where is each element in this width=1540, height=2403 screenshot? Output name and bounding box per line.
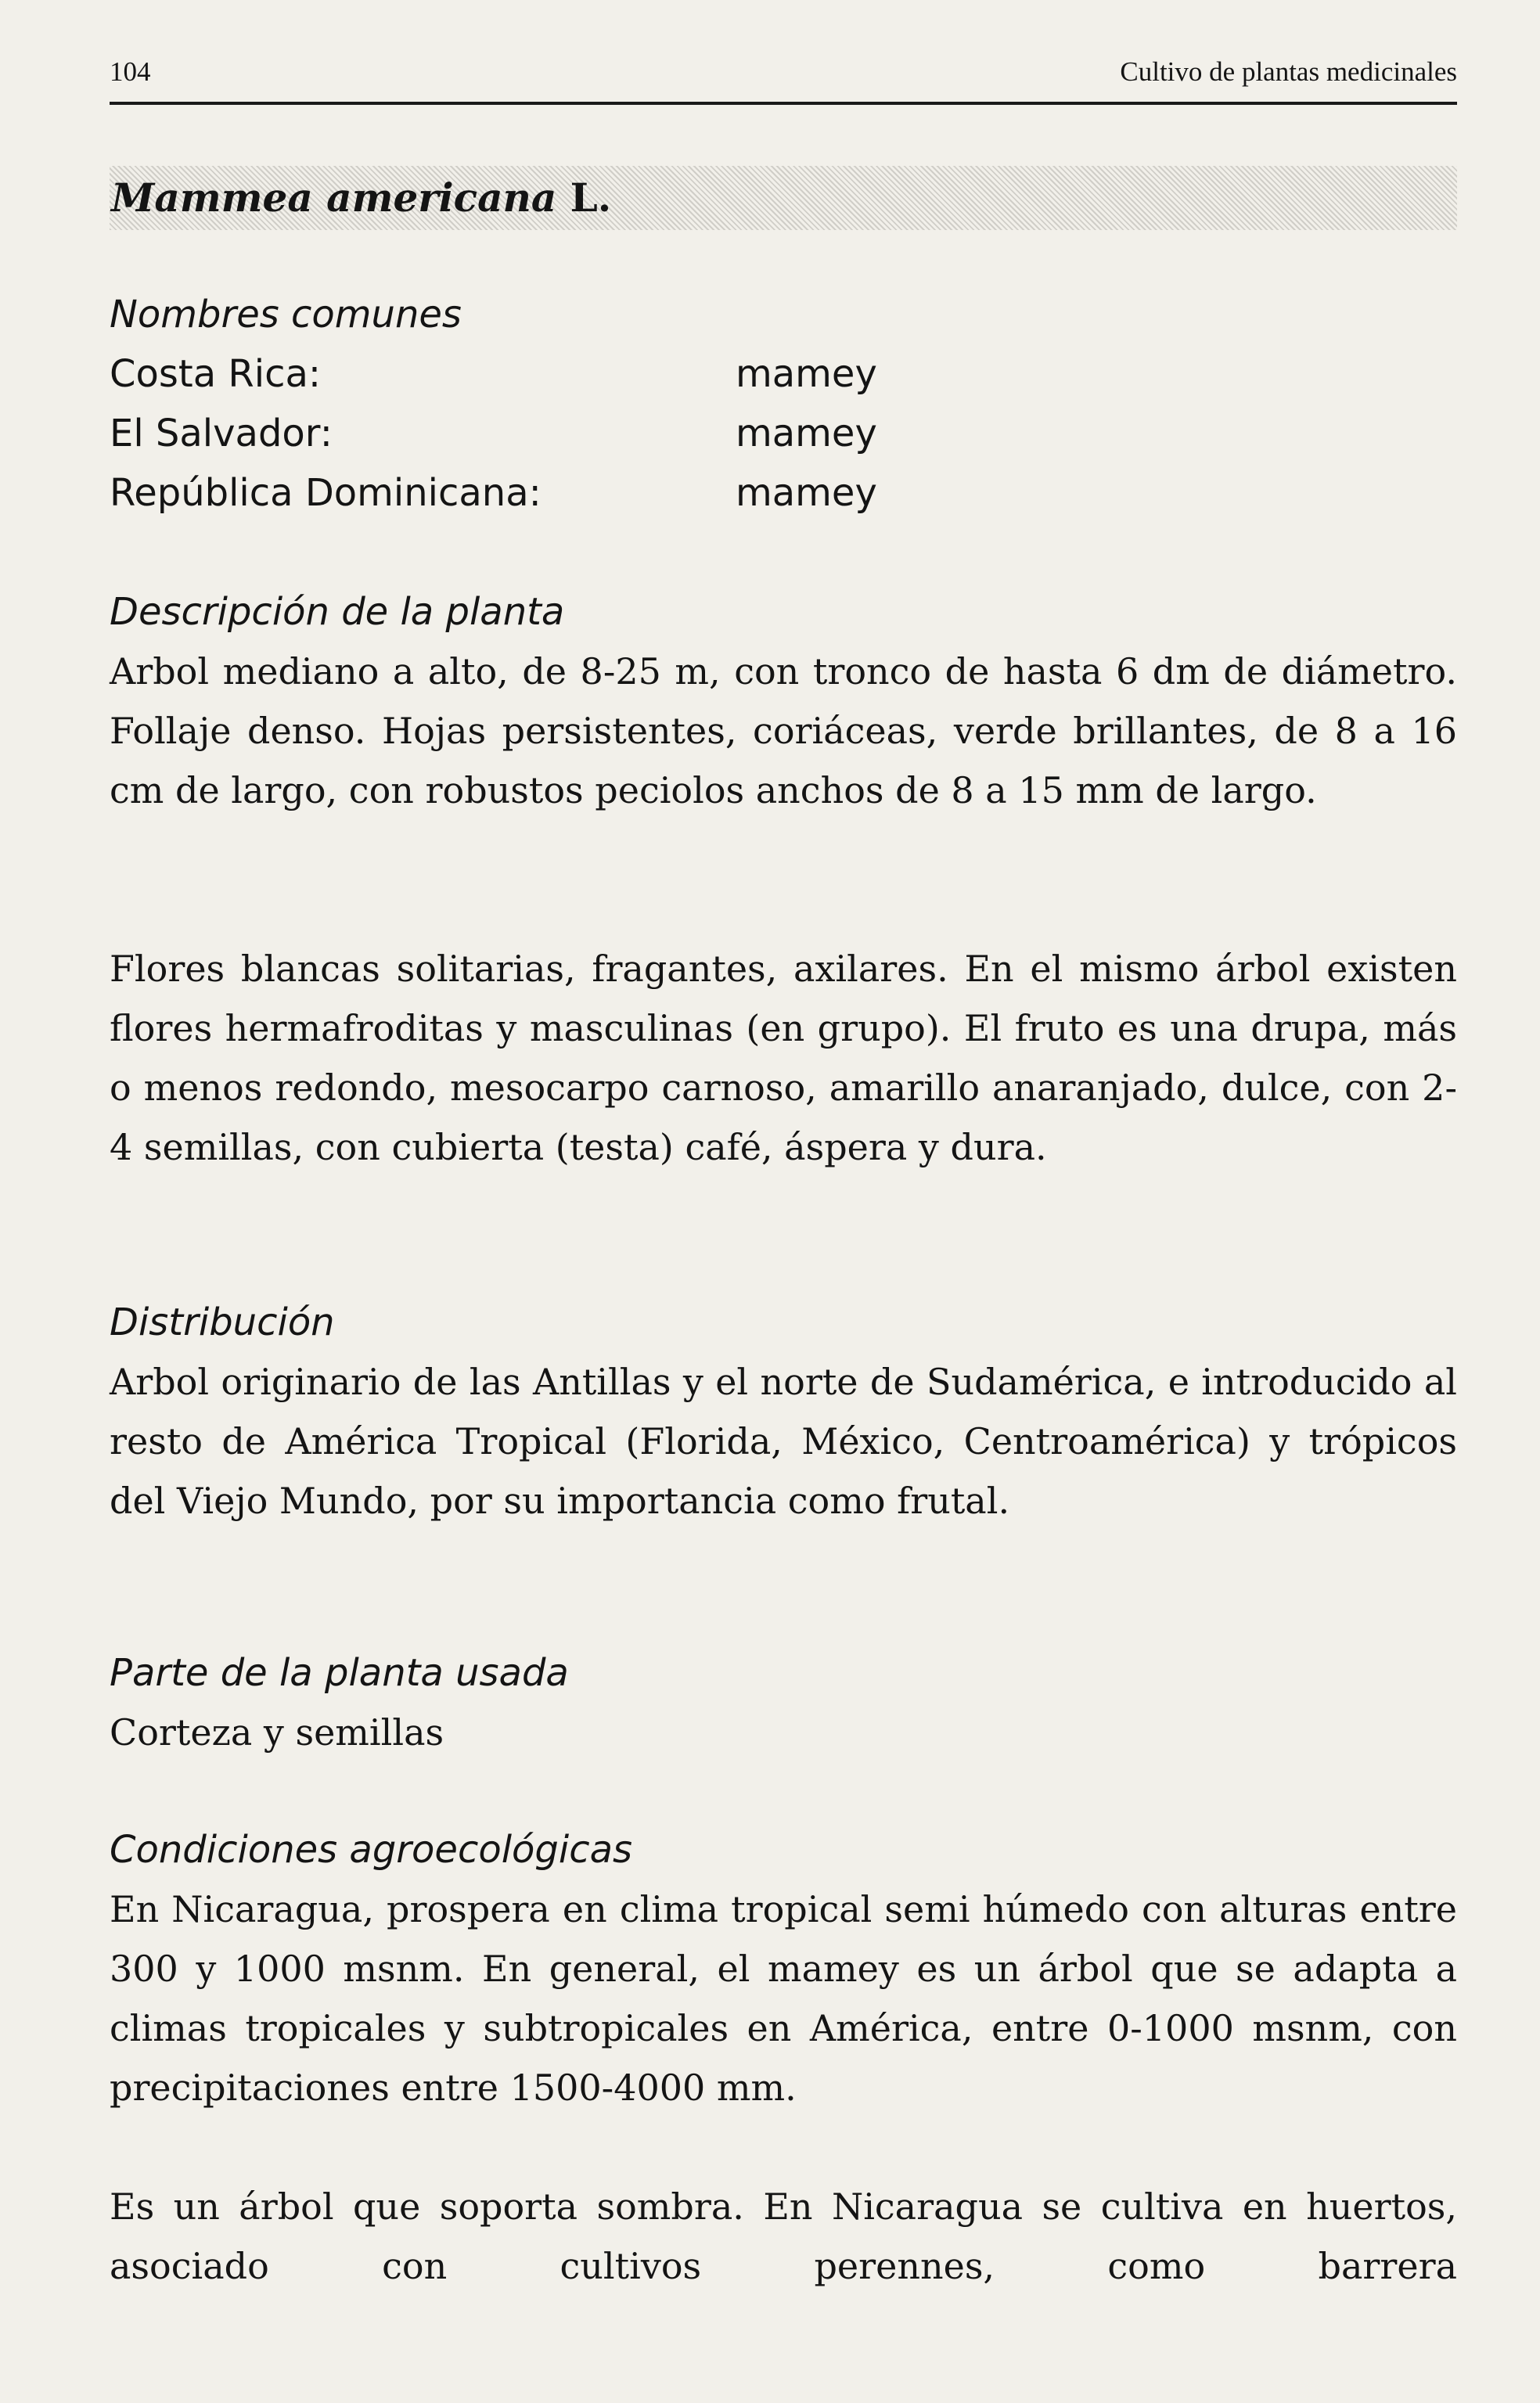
common-name-row xyxy=(110,463,1457,523)
agro-conditions-heading: Condiciones agroecológicas xyxy=(110,1828,633,1872)
country-label: República Dominicana: xyxy=(110,471,542,515)
distribution-paragraph: Arbol originario de las Antillas y el norte de Sudamérica, e introducido al resto de América Tropical (Florida, México, Centroamérica) y trópicos del Viejo Mundo, por su importancia como frutal. xyxy=(110,1361,1457,1522)
common-name-value: mamey xyxy=(736,471,877,515)
parts-used-heading: Parte de la planta usada xyxy=(110,1651,569,1695)
country-label: Costa Rica: xyxy=(110,352,322,396)
agro-paragraph-1: En Nicaragua, prospera en clima tropical semi húmedo con alturas entre 300 y 1000 msnm. En general, el mamey es un árbol que se adapta a climas tropicales y subtropicales en América, entre 0-1000 msnm, con precipitaciones entre 1500-4000 mm. xyxy=(110,1888,1457,2109)
country-label: El Salvador: xyxy=(110,412,333,455)
distribution-heading: Distribución xyxy=(110,1300,335,1344)
common-names-heading: Nombres comunes xyxy=(110,293,462,336)
description-heading: Descripción de la planta xyxy=(110,590,565,634)
species-title xyxy=(111,171,611,225)
species-author: L. xyxy=(570,174,612,221)
running-title: Cultivo de plantas medicinales xyxy=(1120,56,1457,87)
page-number: 104 xyxy=(110,56,151,87)
common-name-value: mamey xyxy=(736,412,877,455)
page-header xyxy=(110,50,1457,105)
species-name: Mammea americana xyxy=(111,174,557,221)
parts-used-text: Corteza y semillas xyxy=(110,1711,444,1754)
common-name-value: mamey xyxy=(736,352,877,396)
common-name-row xyxy=(110,344,1457,404)
common-name-row xyxy=(110,404,1457,463)
description-paragraph-2: Flores blancas solitarias, fragantes, axilares. En el mismo árbol existen flores hermafroditas y masculinas (en grupo). El fruto es una drupa, más o menos redondo, mesocarpo carnoso, amarillo anaranjado, dulce, con 2-4 semillas, con cubierta (testa) café, áspera y dura. xyxy=(110,948,1457,1168)
description-paragraph-1: Arbol mediano a alto, de 8-25 m, con tronco de hasta 6 dm de diámetro. Follaje denso. Hojas persistentes, coriáceas, verde brillantes, de 8 a 16 cm de largo, con robustos peciolos anchos de 8 a 15 mm de largo. xyxy=(110,650,1457,811)
agro-paragraph-2: Es un árbol que soporta sombra. En Nicaragua se cultiva en huertos, asociado con cultivos perennes, como barrera xyxy=(110,2185,1457,2287)
